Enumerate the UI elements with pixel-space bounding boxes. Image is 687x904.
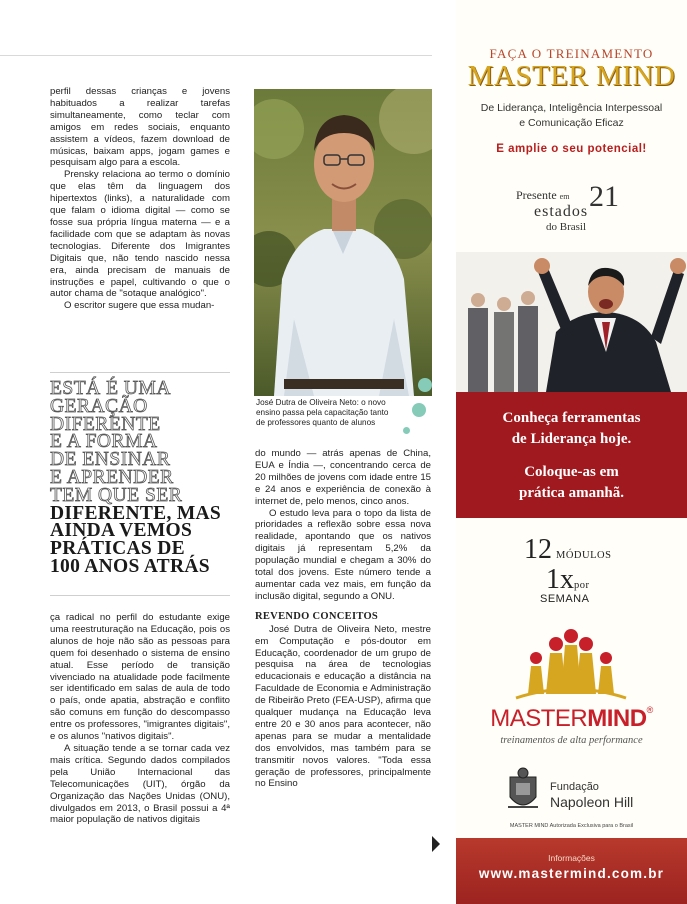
modules-label: MÓDULOS bbox=[556, 550, 612, 561]
section-subhead: REVENDO CONCEITOS bbox=[255, 610, 379, 622]
photo-caption: José Dutra de Oliveira Neto: o novo ensino passa pela capacitação tanto de professores quanto de alunos bbox=[256, 398, 389, 428]
pull-quote-line: DIFERENTE, MAS bbox=[50, 502, 222, 524]
ad-red-banner bbox=[456, 392, 687, 518]
decorative-dot bbox=[418, 378, 432, 392]
pull-quote-line: TEM QUE SER bbox=[50, 484, 183, 506]
banner-line: prática amanhã. bbox=[519, 485, 624, 501]
ad-fine-print: MASTER MIND Autorizada Exclusiva para o Brasil bbox=[509, 823, 634, 829]
pull-quote-line: ESTÁ É UMA bbox=[50, 378, 171, 399]
ad-subtitle-line: De Liderança, Inteligência Interpessoal bbox=[480, 102, 663, 114]
paragraph: do mundo — atrás apenas de China, EUA e Índia —, concentrando cerca de 20 milhões de jovens com idade entre 15 e 24 anos e experiência de conexão à internet de, pelo menos, cinco anos. bbox=[255, 448, 431, 507]
paragraph: O escritor sugere que essa mudan- bbox=[64, 300, 215, 312]
pull-quote-divider bbox=[50, 372, 230, 373]
paragraph: José Dutra de Oliveira Neto, mestre em Computação e pós-doutor em Educação, coordenador de um grupo de pesquisa na área de tecnologias educacionais e educação a distância na Faculdade de Economia e Administração de Ribeirão Preto (FEA-USP), afirma que qualquer mudança na Educação leva entre 20 e 30 anos para acontecer, não apenas para se mudar a mentalidade dos envolvidos, mas também para se transmitir novos valores. "Toda essa geração de professores, principalmente no Ensino bbox=[255, 623, 431, 790]
pull-quote-line: DIFERENTE bbox=[50, 413, 161, 435]
presence-em: em bbox=[559, 192, 570, 201]
mastermind-tagline: treinamentos de alta performance bbox=[500, 735, 643, 746]
article-column-1-continued bbox=[50, 612, 230, 826]
frequency-semana: SEMANA bbox=[540, 593, 590, 605]
frequency-por: por bbox=[574, 580, 590, 591]
mastermind-logo bbox=[456, 705, 687, 733]
continue-arrow-icon bbox=[432, 836, 440, 852]
logo-registered: ® bbox=[646, 705, 653, 715]
pull-quote-line: 100 ANOS ATRÁS bbox=[50, 555, 210, 577]
napoleon-hill-crest-icon bbox=[506, 767, 540, 813]
banner-line: Coloque-as em bbox=[524, 464, 619, 480]
ad-subtitle-line: e Comunicação Eficaz bbox=[519, 117, 624, 129]
ad-photo-celebrating-man bbox=[456, 252, 687, 392]
ad-slogan: E amplie o seu potencial! bbox=[496, 143, 647, 155]
ad-website-link[interactable]: www.mastermind.com.br bbox=[478, 866, 665, 881]
article-column-2 bbox=[255, 448, 431, 790]
logo-master: MASTER bbox=[490, 705, 588, 732]
pull-quote-line: PRÁTICAS DE bbox=[50, 538, 185, 560]
paragraph: Prensky relaciona ao termo o domínio que elas têm da linguagem dos hipertextos (links), a naturalidade com que falam o idioma digital — como se fosse sua própria língua materna — e a facilidade com que se adaptam às novas tecnologias. Diferente dos Imigrantes Digitais que, não tendo nascido nessa era, ainda precisam de manuais de instruções e papel, cultivando o que o autor chama de "sotaque analógico". bbox=[50, 169, 230, 300]
decorative-dot bbox=[412, 403, 426, 417]
banner-line: Conheça ferramentas bbox=[502, 410, 641, 426]
info-label: Informações bbox=[548, 853, 595, 863]
logo-mind: MIND bbox=[587, 705, 647, 732]
banner-line: de Liderança hoje. bbox=[511, 431, 632, 447]
napoleon-hill-foundation bbox=[506, 767, 656, 813]
ad-kicker: FAÇA O TREINAMENTO bbox=[489, 46, 654, 61]
mastermind-advertisement[interactable] bbox=[456, 0, 687, 904]
decorative-dot bbox=[403, 427, 410, 434]
article-column-1 bbox=[50, 86, 230, 312]
ad-footer[interactable] bbox=[456, 838, 687, 904]
ad-title: MASTER MIND bbox=[467, 60, 676, 92]
ad-subtitle bbox=[456, 101, 687, 131]
paragraph: A situação tende a se tornar cada vez mais crítica. Segundo dados compilados pela União Internacional das Telecomunicações (UIT), órgão da Organização das Nações Unidas (ONU), divulgados em 2013, o Brasil possui a 4ª maior população de nativos digitais bbox=[50, 742, 230, 826]
foundation-label: Fundação bbox=[550, 781, 599, 793]
pull-quote-line: DE ENSINAR bbox=[50, 449, 171, 471]
presence-country: do Brasil bbox=[546, 221, 587, 233]
paragraph: O estudo leva para o topo da lista de prioridades a reflexão sobre essa nova realidade, apontando que os nativos digitais já representam 5,2% da população mundial e chegam a 30% do total dos jovens. Este número tende a aumentar cada vez mais, em função da inclusão digital, segundo a ONU. bbox=[255, 507, 431, 602]
pull-quote bbox=[50, 380, 235, 576]
paragraph: ça radical no perfil do estudante exige uma reestruturação na Educação, pois os alunos de hoje não são as pessoas para quem foi desenhado o sistema de ensino atual. Esse período de transição vivenciado na atualidade pode facilmente ser identificado em salas de aula de todo o país, onde apatia, abstração e conflito são comuns em função do descompasso entre os professores, "imigrantes digitais", e os alunos "nativos digitais". bbox=[50, 612, 230, 743]
paragraph: perfil dessas crianças e jovens habituados a realizar tarefas simultaneamente, como teclar com amigos em redes sociais, enquanto assistem a vídeos, fazem download de músicas, baixam apps, jogam games e pesquisam algo para a escola. bbox=[50, 86, 230, 169]
pull-quote-line: GERAÇÃO bbox=[50, 395, 148, 417]
presence-label: Presente bbox=[516, 188, 557, 202]
presence-number: 21 bbox=[589, 180, 619, 213]
portrait-photo bbox=[254, 89, 432, 396]
pull-quote-line: AINDA VEMOS bbox=[50, 520, 193, 542]
modules-number: 12 bbox=[524, 534, 552, 565]
frequency-number: 1x bbox=[546, 564, 574, 595]
mastermind-figures-icon bbox=[511, 628, 631, 700]
pull-quote-line: E APRENDER bbox=[50, 466, 174, 488]
pull-quote-divider bbox=[50, 595, 230, 596]
ad-presence-badge bbox=[516, 180, 646, 233]
foundation-name: Napoleon Hill bbox=[550, 794, 634, 810]
top-divider bbox=[0, 55, 432, 56]
presence-states: estados bbox=[534, 203, 589, 220]
pull-quote-line: E A FORMA bbox=[50, 431, 158, 453]
